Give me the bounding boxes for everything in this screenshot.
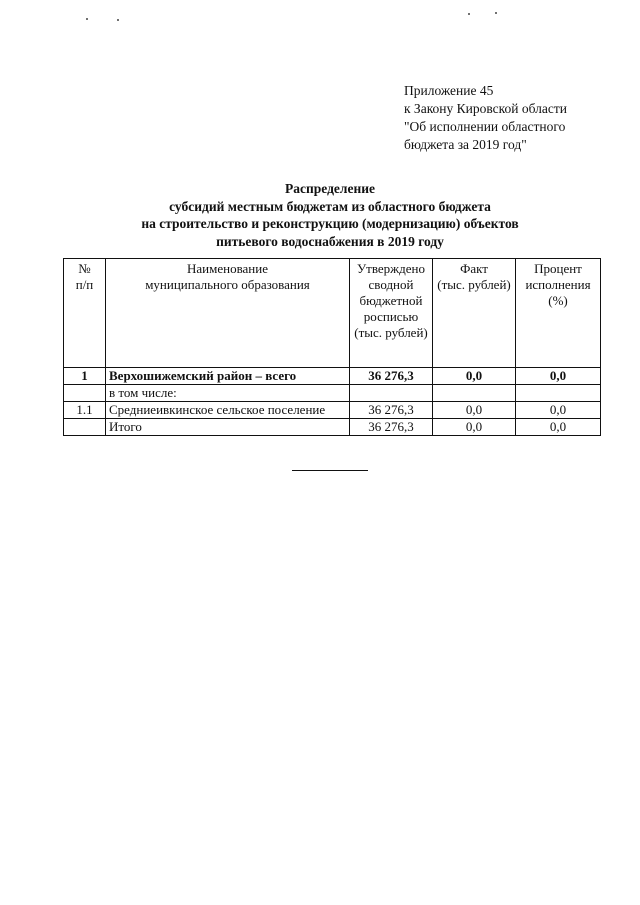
scan-speck [86,18,88,20]
row-approved: 36 276,3 [350,402,433,419]
scan-speck [468,13,470,15]
row-percent: 0,0 [516,368,601,385]
header-name: Наименование муниципального образования [106,259,350,368]
row-approved: 36 276,3 [350,419,433,436]
row-approved [350,385,433,402]
row-fact: 0,0 [433,368,516,385]
scan-speck [495,12,497,14]
title-line: на строительство и реконструкцию (модернизацию) объектов [141,216,519,231]
title-line: Распределение [284,181,376,196]
title-line: субсидий местным бюджетам из областного бюджета [169,198,491,214]
appendix-line: Приложение 45 [404,83,494,98]
table-row [64,368,601,385]
row-num: 1.1 [64,402,106,419]
row-percent: 0,0 [516,402,601,419]
document-title [60,180,600,250]
row-fact: 0,0 [433,402,516,419]
table-row [64,385,601,402]
row-name: Средниеивкинское сельское поселение [106,402,350,419]
row-num [64,419,106,436]
row-approved: 36 276,3 [350,368,433,385]
appendix-line: бюджета за 2019 год" [404,137,527,152]
appendix-note [404,82,567,154]
header-num: № п/п [64,259,106,368]
row-num [64,385,106,402]
row-name: Верхошижемский район – всего [106,368,350,385]
table-row [64,419,601,436]
header-approved: Утверждено сводной бюджетной росписью (тыс. рублей) [350,259,433,368]
appendix-line: "Об исполнении областного [404,119,566,134]
header-fact: Факт (тыс. рублей) [433,259,516,368]
row-name: Итого [106,419,350,436]
row-name: в том числе: [106,385,350,402]
scan-speck [117,19,119,21]
row-fact [433,385,516,402]
subsidy-table [63,258,601,436]
row-fact: 0,0 [433,419,516,436]
appendix-line: к Закону Кировской области [404,101,568,116]
row-percent [516,385,601,402]
row-num: 1 [64,368,106,385]
closing-divider [292,470,368,471]
row-percent: 0,0 [516,419,601,436]
table-row [64,402,601,419]
table-header-row [64,259,601,368]
header-percent: Процент исполнения (%) [516,259,601,368]
title-line: питьевого водоснабжения в 2019 году [216,233,444,249]
